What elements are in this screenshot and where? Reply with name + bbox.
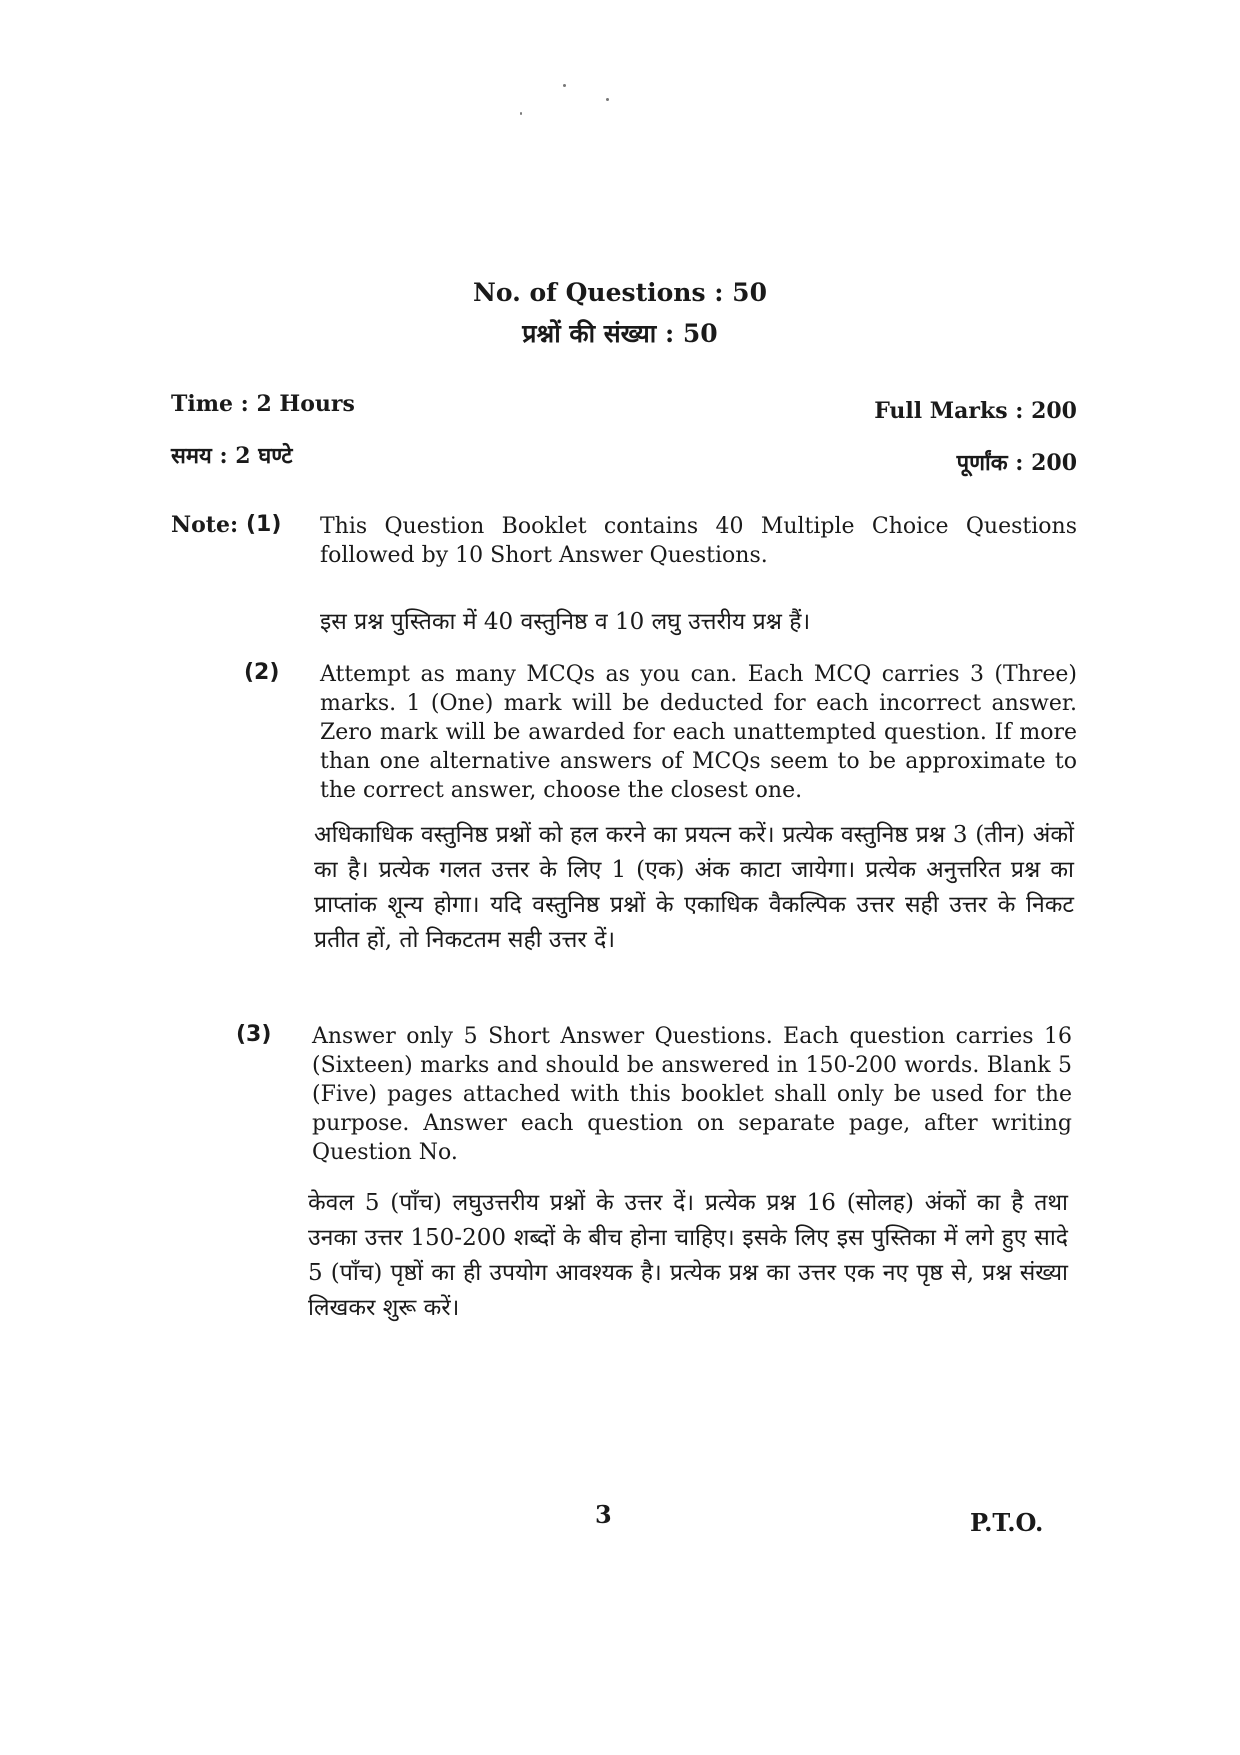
pto-label: P.T.O.	[970, 1508, 1044, 1537]
questions-count-english: No. of Questions : 50	[473, 278, 767, 307]
time-hindi: समय : 2 घण्टे	[171, 443, 293, 469]
full-marks-hindi: पूर्णांक : 200	[956, 450, 1077, 476]
page-number: 3	[595, 1500, 612, 1529]
note-2-english: Attempt as many MCQs as you can. Each MCQ carries 3 (Three) marks. 1 (One) mark will be deducted for each incorrect answer. Zero mark will be awarded for each unattempted question. If more than one alternative answers of MCQs seem to be approximate to the correct answer, choose the closest one.	[320, 662, 1077, 803]
scan-speck	[563, 84, 566, 87]
full-marks-english: Full Marks : 200	[874, 398, 1077, 424]
note-2-number: (2)	[244, 660, 280, 685]
note-3-english: Answer only 5 Short Answer Questions. Each question carries 16 (Sixteen) marks and should be answered in 150-200 words. Blank 5 (Five) pages attached with this booklet shall only be used for the purpose. Answer each question on separate page, after writing Question No.	[312, 1024, 1072, 1165]
note-label: Note:	[171, 512, 239, 538]
note-1-number: (1)	[246, 512, 282, 537]
scan-speck	[606, 98, 609, 101]
note-2-hindi: अधिकाधिक वस्तुनिष्ठ प्रश्नों को हल करने का प्रयत्न करें। प्रत्येक वस्तुनिष्ठ प्रश्न 3 (तीन) अंकों का है। प्रत्येक गलत उत्तर के लिए 1 (एक) अंक काटा जायेगा। प्रत्येक अनुत्तरित प्रश्न का प्राप्तांक शून्य होगा। यदि वस्तुनिष्ठ प्रश्नों के एकाधिक वैकल्पिक उत्तर सही उत्तर के निकट प्रतीत हों, तो निकटतम सही उत्तर दें।	[314, 822, 1074, 953]
scan-speck	[520, 112, 522, 115]
note-3-hindi: केवल 5 (पाँच) लघुउत्तरीय प्रश्नों के उत्तर दें। प्रत्येक प्रश्न 16 (सोलह) अंकों का है तथा उनका उत्तर 150-200 शब्दों के बीच होना चाहिए। इसके लिए इस पुस्तिका में लगे हुए सादे 5 (पाँच) पृष्ठों का ही उपयोग आवश्यक है। प्रत्येक प्रश्न का उत्तर एक नए पृष्ठ से, प्रश्न संख्या लिखकर शुरू करें।	[308, 1190, 1068, 1321]
questions-count-hindi: प्रश्नों की संख्या : 50	[522, 319, 718, 348]
time-english: Time : 2 Hours	[171, 391, 355, 417]
note-3-number: (3)	[236, 1022, 272, 1047]
note-1-hindi: इस प्रश्न पुस्तिका में 40 वस्तुनिष्ठ व 10 लघु उत्तरीय प्रश्न हैं।	[320, 609, 811, 635]
note-1-english: This Question Booklet contains 40 Multiple Choice Questions followed by 10 Short Answer Questions.	[320, 514, 1077, 568]
